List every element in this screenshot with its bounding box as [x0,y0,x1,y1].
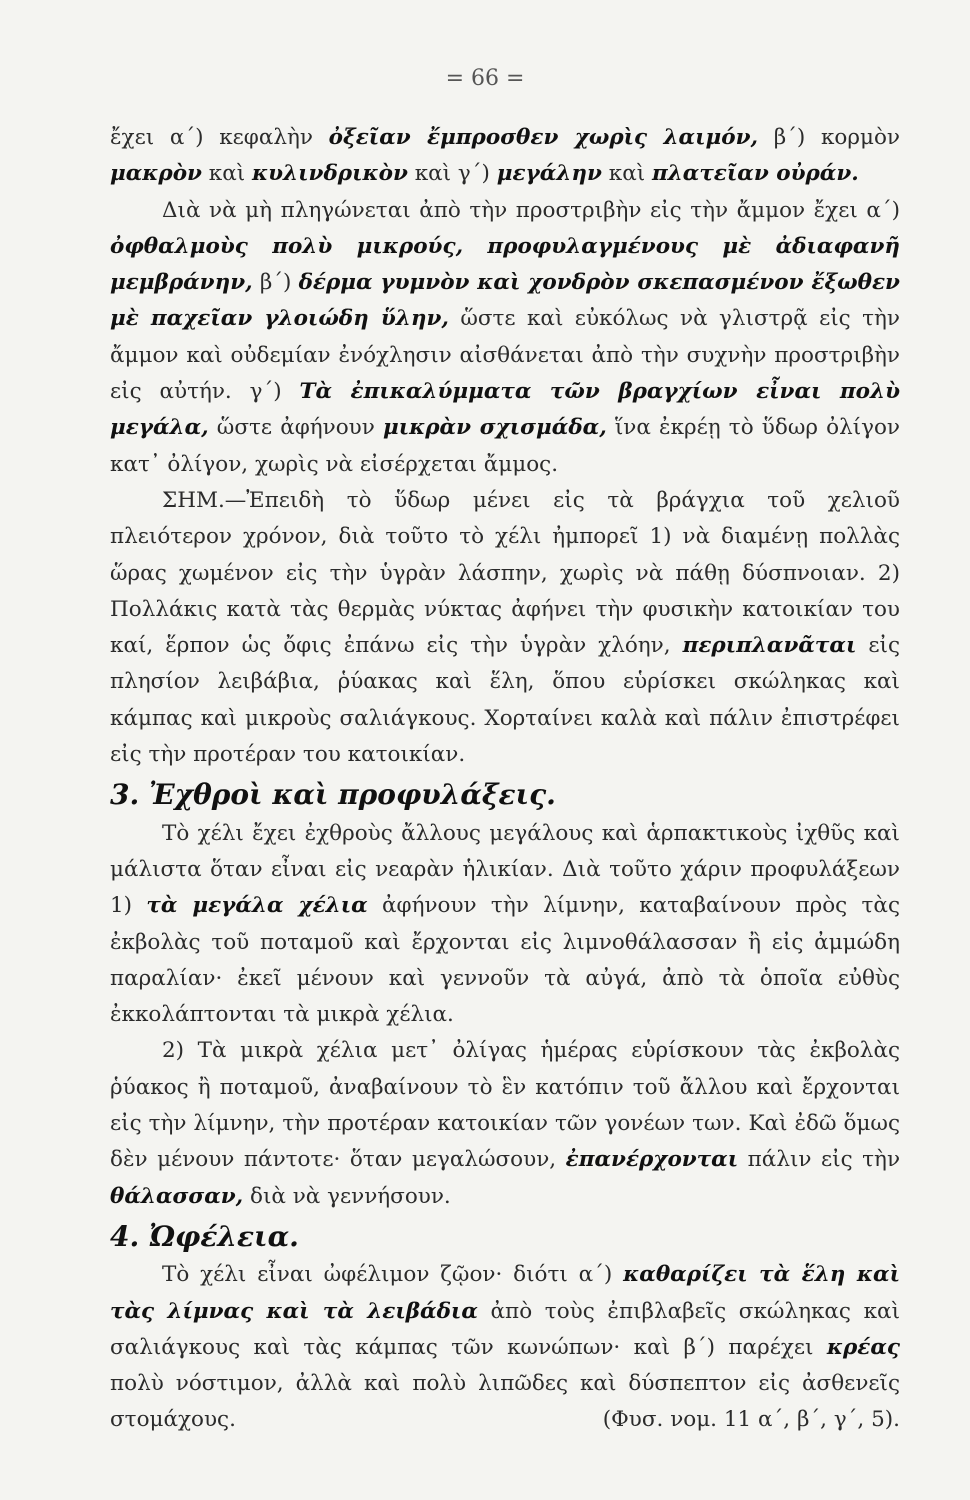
emphasis: κρέας [826,1334,900,1360]
text-run: ἀφήνουν τὴν λίμνην, καταβαίνουν πρὸς τὰς ἐκβολὰς τοῦ ποταμοῦ καὶ ἔρχονται εἰς λιμνοθάλασσαν ἢ εἰς ἀμμώδη παραλίαν· ἐκεῖ μένουν καὶ γεννοῦν τὰ αὐγά, ἀπὸ τὰ ὁποῖα εὐθὺς ἐκκολάπτονται τὰ μικρὰ χέλια. [110,893,900,1028]
text-run: ὥστε ἀφήνουν [208,415,383,441]
emphasis: Τὰ ἐπικαλύμματα τῶν βραγχίων εἶναι πολὺ μεγάλα, [110,379,900,441]
emphasis: τὰ μεγάλα χέλια [146,893,368,919]
emphasis: ἐπανέρχονται [565,1147,739,1173]
emphasis: ὀφθαλμοὺς πολὺ μικρούς, προφυλαγμένους μὲ ἀδιαφανῆ μεμβράνην, [110,233,900,296]
text-run: 2) Τὰ μικρὰ χέλια μετ᾽ ὀλίγας ἡμέρας εὑρίσκουν τὰς ἐκβολὰς ῥύακος ἢ ποταμοῦ, ἀναβαίνουν τὸ ἓν κατόπιν τοῦ ἄλλου καὶ ἔρχονται εἰς τὴν λίμνην, τὴν προτέραν κατοικίαν τῶν γονέων των. Καὶ ἐδῶ ὅμως δὲν μένουν πάντοτε· ὅταν μεγαλώσουν, [110,1038,900,1173]
text-run: καὶ [601,161,652,187]
emphasis: ὀξεῖαν ἔμπροσθεν χωρὶς λαιμόν, [328,125,758,150]
text-run: β΄) κορμὸν [758,125,900,150]
emphasis: δέρμα γυμνὸν καὶ χονδρὸν σκεπασμένον ἔξωθεν μὲ παχεῖαν γλοιώδη ὕλην, [110,270,900,332]
text-run: πάλιν εἰς τὴν [738,1147,901,1173]
emphasis: μακρὸν [110,161,202,187]
paragraph-young-eels [110,1033,900,1214]
text-run: Τὸ χέλι εἶναι ὠφέλιμον ζῷον· διότι α΄) [162,1262,624,1288]
paragraph-enemies [110,816,900,1034]
text-run: Διὰ νὰ μὴ πληγώνεται ἀπὸ τὴν προστριβὴν εἰς τὴν ἄμμον ἔχει α΄) [162,197,900,223]
paragraph-note [110,483,900,773]
section-heading-enemies: 3. Ἐχθροὶ καὶ προφυλάξεις. [110,778,556,812]
text-run: ἀπὸ τοὺς ἐπιβλαβεῖς σκώληκας καὶ σαλιάγκους καὶ τὰς κάμπας τῶν κωνώπων· καὶ β΄) παρέχει [110,1298,900,1360]
text-run: καὶ γ΄) [407,161,497,187]
text-run: διὰ νὰ γεννήσουν. [243,1183,451,1209]
text-run: β΄) [252,270,299,296]
text-run: καὶ [201,161,253,187]
emphasis: μικρὰν σχισμάδα, [382,415,607,441]
emphasis: καθαρίζει τὰ ἕλη καὶ τὰς λίμνας καὶ τὰ λειβάδια [110,1262,900,1324]
section-heading-benefit: 4. Ὠφέλεια. [110,1219,299,1253]
text-run: ΣΗΜ.—Ἐπειδὴ τὸ ὕδωρ μένει εἰς τὰ βράγχια τοῦ χελιοῦ πλειότερον χρόνον, διὰ τοῦτο τὸ χέλι ἠμπορεῖ 1) νὰ διαμένῃ πολλὰς ὥρας χωμένον εἰς τὴν ὑγρὰν λάσπην, χωρὶς νὰ πάθῃ δύσπνοιαν. 2) Πολλάκις κατὰ τὰς θερμὰς νύκτας ἀφήνει τὴν φυσικὴν κατοικίαν του καί, ἕρπον ὡς ὄφις ἐπάνω εἰς τὴν ὑγρὰν χλόην, [110,487,900,659]
text-run: ἵνα ἐκρέῃ τὸ ὕδωρ ὀλίγον κατ᾽ ὀλίγον, χωρὶς νὰ εἰσέρχεται ἄμμος. [110,415,901,477]
text-run: ἔχει α΄) κεφαλὴν [110,125,329,150]
text-run: πολὺ νόστιμον, ἀλλὰ καὶ πολὺ λιπῶδες καὶ δύσπεπτον εἰς ἀσθενεῖς στομάχους. [110,1371,900,1433]
text-run: εἰς πλησίον λειβάβια, ῥύακας καὶ ἕλη, ὅπου εὑρίσκει σκώληκας καὶ κάμπας καὶ μικροὺς σαλιάγκους. Χορταίνει καλὰ καὶ πάλιν ἐπιστρέφει εἰς τὴν προτέραν του κατοικίαν. [110,633,900,768]
citation: (Φυσ. νομ. 11 α΄, β΄, γ΄, 5). [602,1407,900,1433]
text-run: ὥστε καὶ εὐκόλως νὰ γλιστρᾷ εἰς τὴν ἄμμον καὶ οὐδεμίαν ἐνόχλησιν αἰσθάνεται ἀπὸ τὴν συχνὴν προστριβὴν εἰς αὐτήν. γ΄) [110,306,900,405]
emphasis: περιπλανᾶται [682,633,857,659]
text-run: Τὸ χέλι ἔχει ἐχθροὺς ἄλλους μεγάλους καὶ ἁρπακτικοὺς ἰχθῦς καὶ μάλιστα ὅταν εἶναι εἰς νεαρὰν ἡλικίαν. Διὰ τοῦτο χάριν προφυλάξεων 1) [110,820,900,919]
paragraph-protection [110,193,900,483]
emphasis: θάλασσαν, [110,1183,244,1209]
emphasis: κυλινδρικὸν [252,161,408,187]
emphasis: μεγάλην [496,161,602,187]
page-number: = 66 = [445,66,525,91]
paragraph-features [110,120,900,193]
page-body [110,120,900,1439]
emphasis: πλατεῖαν οὐράν. [651,161,859,187]
paragraph-benefit [110,1257,900,1438]
